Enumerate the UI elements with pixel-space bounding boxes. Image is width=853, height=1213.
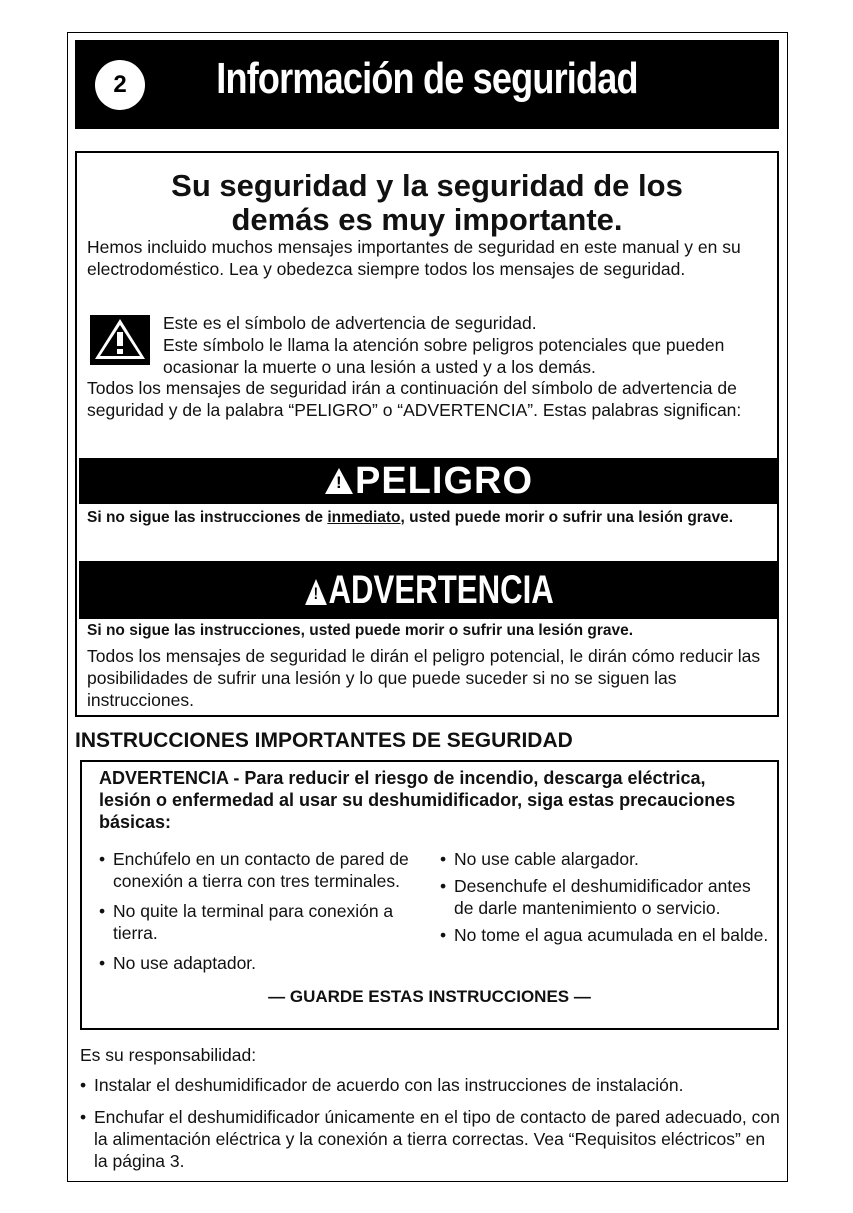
list-item: • No use cable alargador. [440, 848, 770, 870]
warning-title-wrap [305, 568, 554, 613]
safety-heading-line2: demás es muy importante. [231, 202, 623, 237]
symbol-line2: Este símbolo le llama la atención sobre peligros potenciales que pueden ocasionar la muerte o una lesión a usted y a los demás. [163, 335, 725, 377]
save-instructions-line: — GUARDE ESTAS INSTRUCCIONES — [268, 987, 591, 1006]
symbol-line1: Este es el símbolo de advertencia de seguridad. [163, 313, 537, 333]
instructions-right-column [440, 848, 770, 951]
warning-triangle-icon [325, 468, 353, 494]
danger-banner [79, 458, 779, 504]
instructions-box [80, 760, 779, 1030]
list-item: • Instalar el deshumidificador de acuerdo con las instrucciones de instalación. [80, 1074, 780, 1096]
danger-text-before: Si no sigue las instrucciones de [87, 509, 328, 526]
responsibility-list [80, 1074, 780, 1182]
list-item: • No tome el agua acumulada en el balde. [440, 924, 770, 946]
page-title: Información de seguridad [216, 54, 638, 103]
responsibility-title: Es su responsabilidad: [80, 1045, 257, 1065]
danger-title: PELIGRO [354, 459, 534, 502]
section-header [75, 40, 779, 129]
safety-box [75, 151, 779, 717]
danger-text-underlined: inmediato [327, 509, 401, 526]
symbol-description [163, 312, 773, 378]
signal-words-paragraph: Todos los mensajes de seguridad irán a continuación del símbolo de advertencia de seguridad y de la palabra “PELIGRO” o “ADVERTENCIA”. Estas palabras significan: [87, 378, 742, 420]
warning-text: Si no sigue las instrucciones, usted puede morir o sufrir una lesión grave. [87, 622, 634, 639]
warning-banner [79, 561, 779, 619]
list-item: • Desenchufe el deshumidificador antes de darle mantenimiento o servicio. [440, 875, 770, 919]
instructions-warning: ADVERTENCIA - Para reducir el riesgo de incendio, descarga eléctrica, lesión o enfermedad al usar su deshumidificador, siga estas precauciones básicas: [99, 768, 736, 832]
warning-title: ADVERTENCIA [328, 567, 554, 612]
danger-text-after: , usted puede morir o sufrir una lesión grave. [400, 509, 733, 526]
safety-alert-symbol-icon [90, 315, 150, 365]
list-item: • No quite la terminal para conexión a tierra. [99, 900, 419, 944]
safety-heading [79, 169, 775, 237]
danger-text [87, 507, 767, 528]
intro-paragraph: Hemos incluido muchos mensajes importantes de seguridad en este manual y en su electrodoméstico. Lea y obedezca siempre todos los mensajes de seguridad. [87, 237, 741, 279]
instructions-left-column [99, 848, 419, 982]
section-number-badge: 2 [95, 60, 145, 110]
instructions-heading: INSTRUCCIONES IMPORTANTES DE SEGURIDAD [75, 729, 573, 752]
list-item: • No use adaptador. [99, 952, 419, 974]
list-item: • Enchúfelo en un contacto de pared de conexión a tierra con tres terminales. [99, 848, 419, 892]
list-item: • Enchufar el deshumidificador únicamente en el tipo de contacto de pared adecuado, con la alimentación eléctrica y la conexión a tierra correctas. Vea “Requisitos eléctricos” en la página 3. [80, 1106, 780, 1172]
safety-heading-line1: Su seguridad y la seguridad de los [171, 168, 683, 203]
warning-body: Todos los mensajes de seguridad le dirán el peligro potencial, le dirán cómo reducir las posibilidades de sufrir una lesión y lo que puede suceder si no se siguen las instrucciones. [87, 646, 761, 710]
warning-triangle-icon [305, 579, 327, 605]
